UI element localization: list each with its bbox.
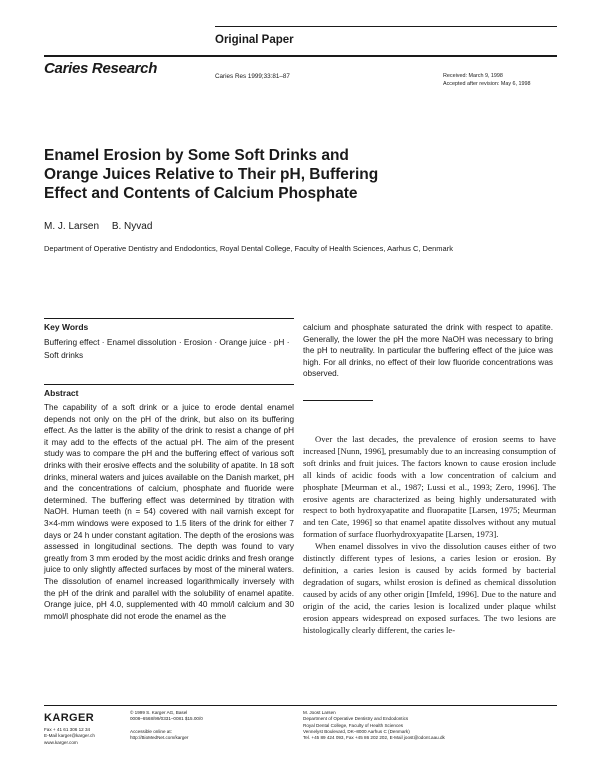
correspondence-line: Vennelyst Boulevard, DK–8000 Aarhus C (Denmark) bbox=[303, 728, 410, 734]
footer-rule bbox=[44, 705, 557, 706]
keywords-text: Buffering effect · Enamel dissolution · Erosion · Orange juice · pH · Soft drinks bbox=[44, 337, 290, 360]
affiliation: Department of Operative Dentistry and Endodontics, Royal Dental College, Faculty of Health Sciences, Aarhus C, Denmark bbox=[44, 244, 453, 253]
copyright-line: © 1999 S. Karger AG, Basel bbox=[130, 710, 188, 715]
abstract-continued: calcium and phosphate saturated the drink with respect to apatite. Generally, the lower the pH the more NaOH was necessary to bring the pH to neutrality. In particular the buffering effect of the juice was high. For all drinks, no effect of their low fluoride concentrations was observed. bbox=[303, 323, 553, 379]
online-link[interactable]: http://BioMedNet.com/karger bbox=[130, 734, 189, 740]
copyright-line: 0008–6568/99/0331–0081 $15.00/0 bbox=[130, 716, 203, 722]
body-text bbox=[303, 434, 556, 636]
header-rule-journal bbox=[44, 55, 557, 57]
correspondence-line: M. Joost Larsen bbox=[303, 710, 336, 715]
author: B. Nyvad bbox=[111, 221, 153, 232]
correspondence-block bbox=[303, 710, 563, 741]
copyright-block bbox=[130, 710, 290, 741]
contact-line: Fax + 41 61 306 12 34 bbox=[44, 727, 91, 732]
abstract-end-rule bbox=[303, 400, 373, 401]
article-title: Enamel Erosion by Some Soft Drinks and Orange Juices Relative to Their pH, Buffering Effect and Contents of Calcium Phosphate bbox=[44, 147, 379, 202]
correspondence-line: Tel. +45 89 424 093, Fax +45 86 202 202, E-Mail joost@odont.aau.dk bbox=[303, 735, 445, 741]
received-date: Received: March 9, 1998 bbox=[443, 73, 503, 79]
contact-line: E-Mail karger@karger.ch bbox=[44, 733, 95, 739]
keywords-heading: Key Words bbox=[44, 322, 89, 332]
author-list bbox=[44, 221, 162, 232]
journal-name: Caries Research bbox=[44, 60, 158, 77]
correspondence-line: Department of Operative Dentistry and Endodontics bbox=[303, 716, 409, 722]
publisher-logo: KARGER bbox=[44, 712, 95, 724]
body-paragraph: Over the last decades, the prevalence of erosion seems to have increased [Nunn, 1996], presumably due to an increasing consumption of soft drinks and fruit juices. The factors known to cause erosion include all kinds of acidic foods with a low concentration of calcium and phosphate [Meurman et al., 1987; Lussi et al., 1993; Zero, 1996]. The erosive agents are characterized as being highly undersaturated with respect to both hydroxyapatite and fluorapatite [Larsen, 1975; Meurman and ten Cate, 1996] so that enamel apatite dissolves without any mutual formation of surface fluorhydroxyapatite [Larsen, 1973]. bbox=[303, 434, 556, 540]
article-type-label: Original Paper bbox=[215, 34, 294, 46]
correspondence-line: Royal Dental College, Faculty of Health Sciences bbox=[303, 722, 404, 728]
header-rule-top bbox=[215, 26, 557, 27]
abstract-rule bbox=[44, 384, 294, 385]
author: M. J. Larsen bbox=[44, 221, 100, 232]
abstract-heading: Abstract bbox=[44, 388, 79, 398]
abstract-text: The capability of a soft drink or a juice to erode dental enamel depends not only on the pH of the drink, but also on its buffering effect. As the latter is the ability of the drink to resist a change of pH it may add to the effects of the actual pH. The aim of the present study was to compare the pH and the buffering effect of various soft drinks with their erosive effects and the solubility of apatite. In 18 soft drinks, mineral waters and juices available on the Danish market, pH and the concentrations of calcium, phosphate and fluoride were determined. The buffering effect was determined by titration with NaOH. Human teeth (n = 54) covered with nail varnish except for 3×4-mm windows were exposed to 1.5 liters of the drink for either 7 days or 24 h under constant agitation. The depth of the erosions was assessed in longitudinal sections. The depth was found to vary greatly from 3 mm eroded by the most acidic drinks and fresh orange juice to only slightly affected surfaces by most of the mineral waters. The dissolution of enamel increased logarithmically inversely with the pH of the drink and parallel with the solubility of enamel apatite. Orange juice, pH 4.0, supplemented with 40 mmol/l calcium and 30 mmol/l phosphate did not erode the enamel as the bbox=[44, 403, 294, 621]
publisher-contact bbox=[44, 727, 119, 746]
citation: Caries Res 1999;33:81–87 bbox=[215, 73, 290, 80]
accepted-date: Accepted after revision: May 6, 1998 bbox=[443, 80, 531, 87]
keywords-rule bbox=[44, 318, 294, 319]
contact-line: www.karger.com bbox=[44, 739, 78, 745]
article-dates bbox=[443, 73, 583, 89]
body-paragraph: When enamel dissolves in vivo the dissolution causes either of two distinctly different types of lesions, a caries lesion or erosion. By definition, a caries lesion is caused by acids formed by bacterial degradation of sugars, whilst erosion is defined as chemical dissolution caused by acids of any other origin [Imfeld, 1996]. Due to the nature and origin of the acid, the caries lesion is localized under plaque whilst erosion appears widespread on exposed surfaces. The two lesions are histologically clearly different, the caries le- bbox=[303, 541, 556, 635]
copyright-line: Accessible online at: bbox=[130, 728, 172, 734]
